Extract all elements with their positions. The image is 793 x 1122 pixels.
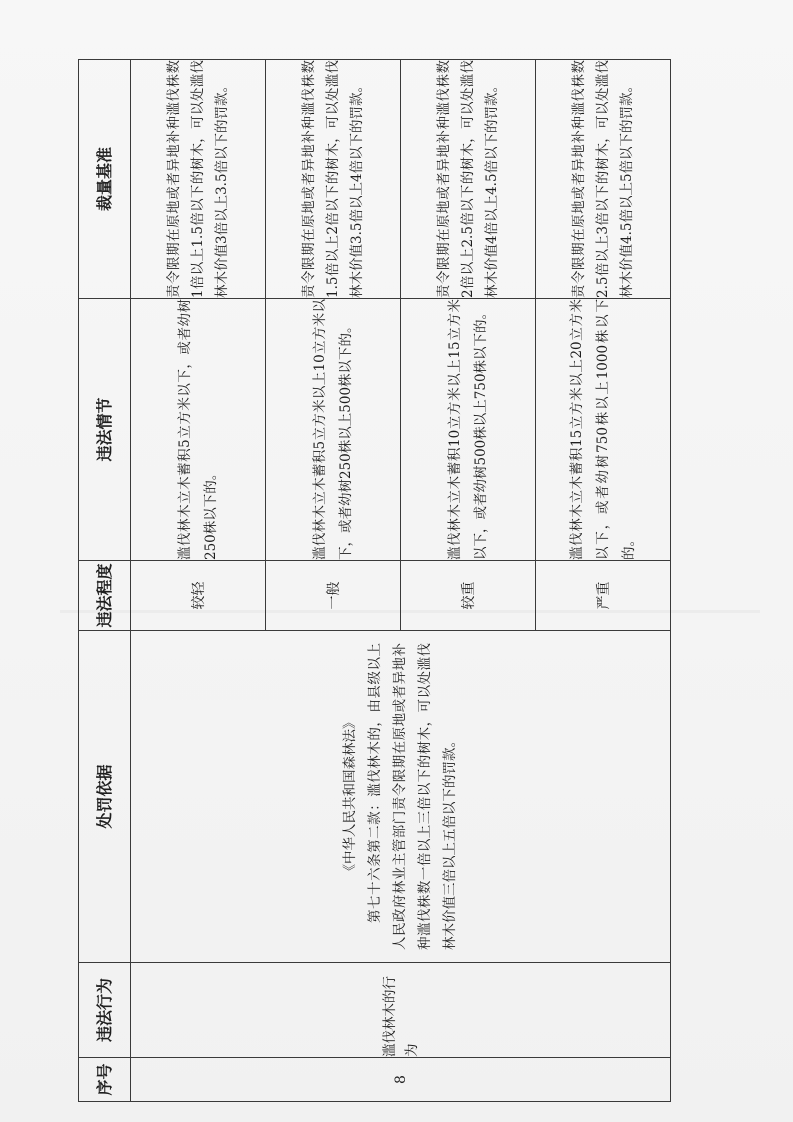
penalty-discretion-table [78,59,671,1102]
law-title: 《中华人民共和国森林法》 [342,715,358,878]
facts-cell: 滥伐林木立木蓄积15立方米以上20立方米以下，或者幼树750株以上1000株以下的。 [536,299,671,561]
header-no: 序号 [79,1058,131,1102]
header-facts: 违法情节 [79,299,131,561]
entry-act: 滥伐林木的行为 [131,963,671,1058]
facts-cell: 滥伐林木立木蓄积5立方米以上10立方米以下，或者幼树250株以上500株以下的。 [266,299,401,561]
degree-cell: 一般 [266,561,401,631]
standard-cell: 责令限期在原地或者异地补种滥伐株数1倍以上1.5倍以下的树木，可以处滥伐林木价值3倍以上3.5倍以下的罚款。 [131,60,266,299]
table-header-row [79,60,131,1102]
rotated-table-container [78,60,671,1102]
table-row [131,60,266,1102]
degree-cell: 较重 [401,561,536,631]
header-standard: 裁量基准 [79,60,131,299]
law-article: 第七十六条第二款：滥伐林木的，由县级以上人民政府林业主管部门责令限期在原地或者异地补种滥伐株数一倍以上三倍以下的树木，可以处滥伐林木价值三倍以上五倍以下的罚款。 [367,643,458,950]
header-degree: 违法程度 [79,561,131,631]
facts-cell: 滥伐林木立木蓄积5立方米以下，或者幼树250株以下的。 [131,299,266,561]
standard-cell: 责令限期在原地或者异地补种滥伐株数2倍以上2.5倍以下的树木，可以处滥伐林木价值4倍以上4.5倍以下的罚款。 [401,60,536,299]
header-act: 违法行为 [79,963,131,1058]
degree-cell: 严重 [536,561,671,631]
standard-cell: 责令限期在原地或者异地补种滥伐株数2.5倍以上3倍以下的树木，可以处滥伐林木价值4.5倍以上5倍以下的罚款。 [536,60,671,299]
degree-cell: 较轻 [131,561,266,631]
standard-cell: 责令限期在原地或者异地补种滥伐株数1.5倍以上2倍以下的树木，可以处滥伐林木价值3.5倍以上4倍以下的罚款。 [266,60,401,299]
entry-basis [131,631,671,963]
header-basis: 处罚依据 [79,631,131,963]
facts-cell: 滥伐林木立木蓄积10立方米以上15立方米以下，或者幼树500株以上750株以下的。 [401,299,536,561]
entry-number: 8 [131,1058,671,1102]
